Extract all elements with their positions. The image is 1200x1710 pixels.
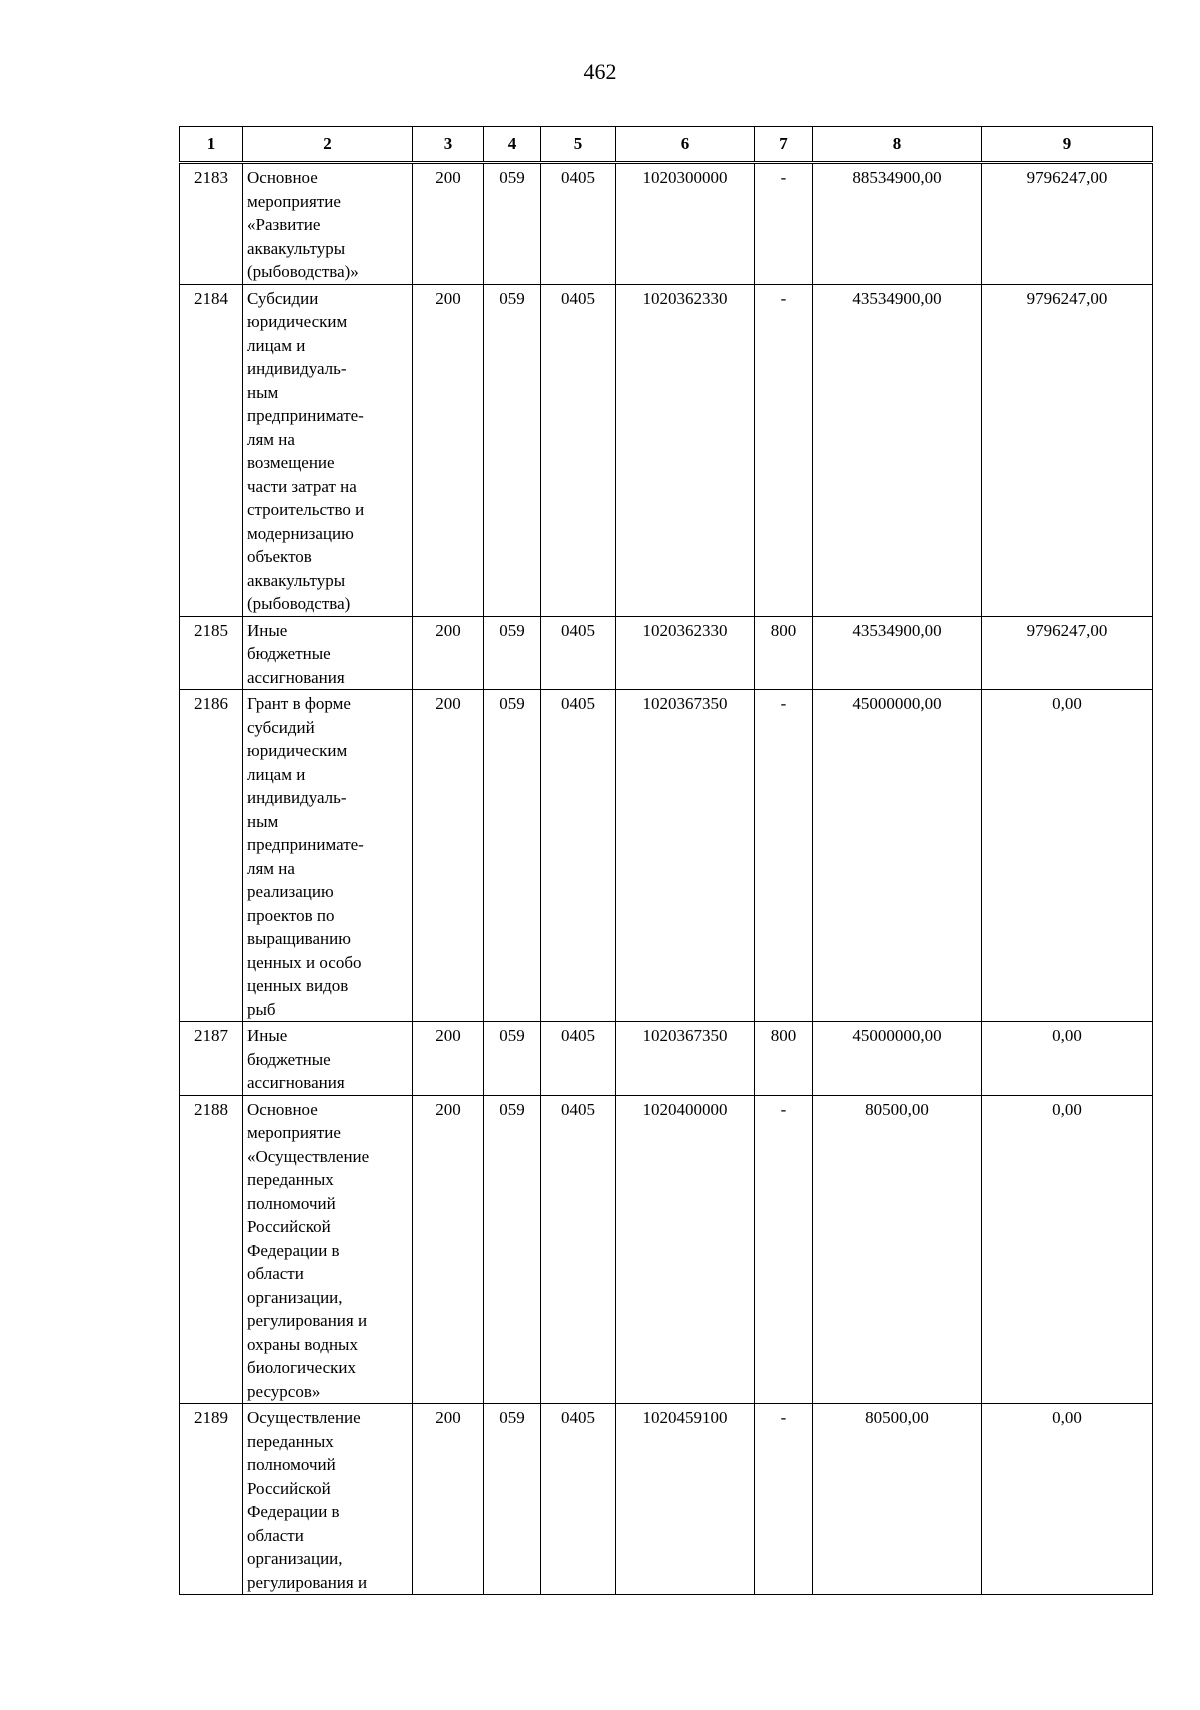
row-name: Основное мероприятие «Развитие аквакультуры (рыбоводства)» (243, 163, 413, 285)
cell-col-7: - (755, 284, 813, 616)
row-name: Грант в форме субсидий юридическим лицам и индивидуаль- ным предпринимате- лям на реализацию проектов по выращиванию ценных и особо ценных видов рыб (243, 690, 413, 1022)
cell-col-8: 45000000,00 (813, 1022, 982, 1096)
column-header-1: 1 (180, 127, 243, 163)
row-name: Основное мероприятие «Осуществление переданных полномочий Российской Федерации в области организации, регулирования и охраны водных биологических ресурсов» (243, 1095, 413, 1404)
row-number: 2183 (180, 163, 243, 285)
row-name: Осуществление переданных полномочий Российской Федерации в области организации, регулирования и (243, 1404, 413, 1595)
cell-col-5: 0405 (541, 1404, 616, 1595)
cell-col-9: 0,00 (982, 690, 1153, 1022)
row-name: Иные бюджетные ассигнования (243, 1022, 413, 1096)
row-name: Субсидии юридическим лицам и индивидуаль- ным предпринимате- лям на возмещение части затрат на строительство и модернизацию объектов аквакультуры (рыбоводства) (243, 284, 413, 616)
cell-col-3: 200 (413, 1095, 484, 1404)
cell-col-6: 1020367350 (616, 690, 755, 1022)
cell-col-8: 45000000,00 (813, 690, 982, 1022)
cell-col-4: 059 (484, 690, 541, 1022)
cell-col-7: - (755, 1404, 813, 1595)
cell-col-3: 200 (413, 616, 484, 690)
table-body (180, 163, 1153, 1595)
cell-col-5: 0405 (541, 1022, 616, 1096)
cell-col-6: 1020459100 (616, 1404, 755, 1595)
cell-col-5: 0405 (541, 690, 616, 1022)
column-header-5: 5 (541, 127, 616, 163)
cell-col-7: 800 (755, 616, 813, 690)
cell-col-8: 88534900,00 (813, 163, 982, 285)
cell-col-8: 43534900,00 (813, 616, 982, 690)
column-header-6: 6 (616, 127, 755, 163)
column-header-9: 9 (982, 127, 1153, 163)
table-row (180, 284, 1153, 616)
row-number: 2185 (180, 616, 243, 690)
cell-col-9: 9796247,00 (982, 163, 1153, 285)
cell-col-3: 200 (413, 1022, 484, 1096)
cell-col-6: 1020362330 (616, 284, 755, 616)
header-row (180, 127, 1153, 163)
table-row (180, 163, 1153, 285)
row-number: 2188 (180, 1095, 243, 1404)
cell-col-4: 059 (484, 163, 541, 285)
cell-col-6: 1020362330 (616, 616, 755, 690)
cell-col-4: 059 (484, 1022, 541, 1096)
row-name: Иные бюджетные ассигнования (243, 616, 413, 690)
table-row (180, 690, 1153, 1022)
column-header-2: 2 (243, 127, 413, 163)
cell-col-3: 200 (413, 1404, 484, 1595)
column-header-7: 7 (755, 127, 813, 163)
row-number: 2184 (180, 284, 243, 616)
cell-col-9: 0,00 (982, 1404, 1153, 1595)
cell-col-9: 0,00 (982, 1022, 1153, 1096)
cell-col-6: 1020300000 (616, 163, 755, 285)
cell-col-6: 1020400000 (616, 1095, 755, 1404)
cell-col-4: 059 (484, 616, 541, 690)
cell-col-3: 200 (413, 163, 484, 285)
row-number: 2187 (180, 1022, 243, 1096)
cell-col-3: 200 (413, 284, 484, 616)
cell-col-7: - (755, 1095, 813, 1404)
cell-col-5: 0405 (541, 284, 616, 616)
column-header-8: 8 (813, 127, 982, 163)
cell-col-8: 43534900,00 (813, 284, 982, 616)
cell-col-9: 9796247,00 (982, 284, 1153, 616)
row-number: 2189 (180, 1404, 243, 1595)
cell-col-7: 800 (755, 1022, 813, 1096)
table-header (180, 127, 1153, 163)
column-header-4: 4 (484, 127, 541, 163)
cell-col-4: 059 (484, 1404, 541, 1595)
column-header-3: 3 (413, 127, 484, 163)
cell-col-5: 0405 (541, 616, 616, 690)
table-row (180, 1022, 1153, 1096)
table-row (180, 616, 1153, 690)
cell-col-5: 0405 (541, 163, 616, 285)
page-number: 462 (583, 59, 617, 84)
cell-col-4: 059 (484, 1095, 541, 1404)
cell-col-7: - (755, 163, 813, 285)
table-row (180, 1095, 1153, 1404)
cell-col-9: 9796247,00 (982, 616, 1153, 690)
cell-col-9: 0,00 (982, 1095, 1153, 1404)
table-row (180, 1404, 1153, 1595)
cell-col-8: 80500,00 (813, 1095, 982, 1404)
row-number: 2186 (180, 690, 243, 1022)
cell-col-7: - (755, 690, 813, 1022)
cell-col-5: 0405 (541, 1095, 616, 1404)
cell-col-3: 200 (413, 690, 484, 1022)
budget-table (179, 126, 1153, 1595)
cell-col-6: 1020367350 (616, 1022, 755, 1096)
cell-col-8: 80500,00 (813, 1404, 982, 1595)
cell-col-4: 059 (484, 284, 541, 616)
